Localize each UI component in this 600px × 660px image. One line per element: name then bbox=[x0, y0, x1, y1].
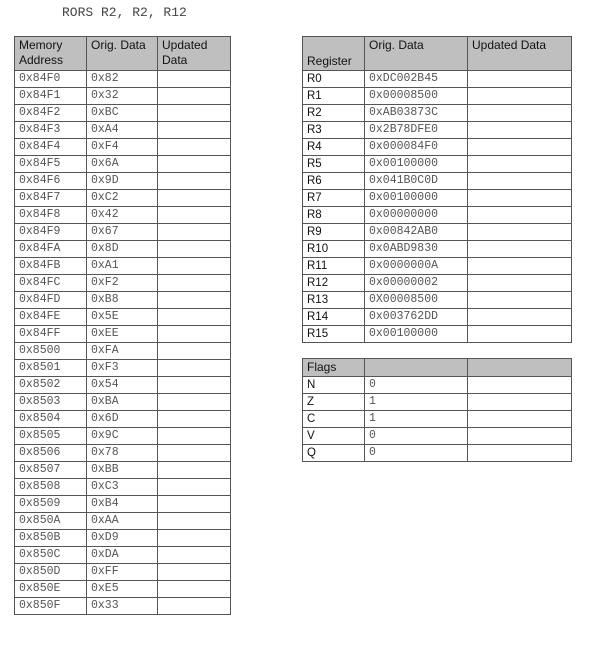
memory-orig-data-cell: 0x32 bbox=[87, 88, 158, 105]
memory-table bbox=[14, 36, 231, 615]
flag-orig-value-cell: 0 bbox=[365, 428, 468, 445]
register-orig-data-cell: 0x00000002 bbox=[365, 275, 468, 292]
register-orig-data-cell: 0x00100000 bbox=[365, 156, 468, 173]
register-orig-data-cell: 0x00000000 bbox=[365, 207, 468, 224]
memory-orig-data-cell: 0xC3 bbox=[87, 479, 158, 496]
flag-updated-value-cell bbox=[468, 428, 572, 445]
register-updated-data-cell bbox=[468, 139, 572, 156]
table-row bbox=[15, 513, 231, 530]
memory-updated-data-cell bbox=[158, 394, 231, 411]
table-row bbox=[15, 156, 231, 173]
memory-updated-data-cell bbox=[158, 139, 231, 156]
flag-name-cell: Q bbox=[303, 445, 365, 462]
table-row bbox=[15, 173, 231, 190]
memory-updated-data-cell bbox=[158, 258, 231, 275]
memory-address-cell: 0x84FE bbox=[15, 309, 87, 326]
memory-updated-data-cell bbox=[158, 156, 231, 173]
register-orig-data-cell: 0xAB03873C bbox=[365, 105, 468, 122]
memory-orig-data-cell: 0xFF bbox=[87, 564, 158, 581]
flags-table-body bbox=[303, 377, 572, 462]
flag-name-cell: V bbox=[303, 428, 365, 445]
table-row bbox=[303, 445, 572, 462]
memory-orig-data-header: Orig. Data bbox=[87, 37, 158, 71]
table-row bbox=[15, 292, 231, 309]
register-orig-data-header: Orig. Data bbox=[365, 37, 468, 71]
memory-address-cell: 0x8504 bbox=[15, 411, 87, 428]
flags-table bbox=[302, 358, 572, 462]
flag-name-cell: Z bbox=[303, 394, 365, 411]
instruction-text: RORS R2, R2, R12 bbox=[62, 5, 187, 20]
table-row bbox=[15, 598, 231, 615]
register-name-cell: R0 bbox=[303, 71, 365, 88]
memory-address-cell: 0x84F3 bbox=[15, 122, 87, 139]
flag-updated-value-cell bbox=[468, 411, 572, 428]
table-row bbox=[303, 173, 572, 190]
register-updated-data-cell bbox=[468, 309, 572, 326]
register-orig-data-cell: 0X00008500 bbox=[365, 292, 468, 309]
register-updated-data-cell bbox=[468, 207, 572, 224]
memory-address-cell: 0x8501 bbox=[15, 360, 87, 377]
memory-updated-data-cell bbox=[158, 411, 231, 428]
memory-orig-data-cell: 0x33 bbox=[87, 598, 158, 615]
table-row bbox=[15, 360, 231, 377]
table-row bbox=[303, 394, 572, 411]
register-table-header bbox=[303, 37, 572, 71]
memory-updated-data-cell bbox=[158, 122, 231, 139]
register-name-cell: R8 bbox=[303, 207, 365, 224]
table-row bbox=[15, 564, 231, 581]
memory-orig-data-cell: 0xEE bbox=[87, 326, 158, 343]
table-row bbox=[303, 156, 572, 173]
register-updated-data-cell bbox=[468, 224, 572, 241]
register-updated-data-cell bbox=[468, 122, 572, 139]
register-updated-data-cell bbox=[468, 173, 572, 190]
table-row bbox=[303, 88, 572, 105]
table-row bbox=[303, 105, 572, 122]
memory-updated-data-cell bbox=[158, 224, 231, 241]
memory-orig-data-cell: 0xBB bbox=[87, 462, 158, 479]
register-orig-data-cell: 0x000084F0 bbox=[365, 139, 468, 156]
memory-updated-data-cell bbox=[158, 207, 231, 224]
memory-address-cell: 0x84F8 bbox=[15, 207, 87, 224]
memory-address-cell: 0x84F5 bbox=[15, 156, 87, 173]
memory-address-cell: 0x8507 bbox=[15, 462, 87, 479]
table-row bbox=[15, 326, 231, 343]
register-updated-data-cell bbox=[468, 105, 572, 122]
register-updated-data-cell bbox=[468, 275, 572, 292]
table-row bbox=[15, 394, 231, 411]
memory-address-cell: 0x84FC bbox=[15, 275, 87, 292]
memory-orig-data-cell: 0xF3 bbox=[87, 360, 158, 377]
table-row bbox=[15, 139, 231, 156]
table-row bbox=[303, 428, 572, 445]
table-row bbox=[303, 241, 572, 258]
register-name-cell: R10 bbox=[303, 241, 365, 258]
register-updated-data-cell bbox=[468, 156, 572, 173]
memory-orig-data-cell: 0x6D bbox=[87, 411, 158, 428]
register-name-cell: R13 bbox=[303, 292, 365, 309]
memory-updated-data-cell bbox=[158, 292, 231, 309]
table-row bbox=[15, 377, 231, 394]
table-row bbox=[15, 428, 231, 445]
table-row bbox=[15, 581, 231, 598]
table-row bbox=[303, 292, 572, 309]
memory-updated-data-cell bbox=[158, 360, 231, 377]
memory-address-header: Memory Address bbox=[15, 37, 87, 71]
register-orig-data-cell: 0x041B0C0D bbox=[365, 173, 468, 190]
flag-orig-value-cell: 1 bbox=[365, 394, 468, 411]
flag-updated-value-cell bbox=[468, 394, 572, 411]
flag-orig-value-cell: 0 bbox=[365, 445, 468, 462]
table-row bbox=[303, 71, 572, 88]
memory-updated-data-cell bbox=[158, 496, 231, 513]
table-row bbox=[15, 88, 231, 105]
register-name-cell: R11 bbox=[303, 258, 365, 275]
register-updated-data-header: Updated Data bbox=[468, 37, 572, 71]
memory-address-cell: 0x850E bbox=[15, 581, 87, 598]
flag-orig-value-cell: 1 bbox=[365, 411, 468, 428]
memory-orig-data-cell: 0xBC bbox=[87, 105, 158, 122]
memory-updated-data-cell bbox=[158, 105, 231, 122]
register-orig-data-cell: 0x0000000A bbox=[365, 258, 468, 275]
memory-updated-data-cell bbox=[158, 479, 231, 496]
memory-orig-data-cell: 0x82 bbox=[87, 71, 158, 88]
memory-updated-data-header: Updated Data bbox=[158, 37, 231, 71]
register-name-cell: R5 bbox=[303, 156, 365, 173]
memory-orig-data-cell: 0x67 bbox=[87, 224, 158, 241]
table-row bbox=[303, 207, 572, 224]
register-updated-data-cell bbox=[468, 241, 572, 258]
flag-name-cell: N bbox=[303, 377, 365, 394]
memory-updated-data-cell bbox=[158, 513, 231, 530]
memory-orig-data-cell: 0xF2 bbox=[87, 275, 158, 292]
memory-orig-data-cell: 0xBA bbox=[87, 394, 158, 411]
memory-updated-data-cell bbox=[158, 581, 231, 598]
register-name-cell: R4 bbox=[303, 139, 365, 156]
memory-address-cell: 0x84F6 bbox=[15, 173, 87, 190]
memory-orig-data-cell: 0xDA bbox=[87, 547, 158, 564]
memory-table-body bbox=[15, 71, 231, 615]
memory-address-cell: 0x8509 bbox=[15, 496, 87, 513]
memory-address-cell: 0x84F0 bbox=[15, 71, 87, 88]
memory-updated-data-cell bbox=[158, 326, 231, 343]
table-row bbox=[15, 71, 231, 88]
memory-updated-data-cell bbox=[158, 462, 231, 479]
memory-address-cell: 0x8506 bbox=[15, 445, 87, 462]
register-updated-data-cell bbox=[468, 258, 572, 275]
memory-orig-data-cell: 0xC2 bbox=[87, 190, 158, 207]
register-table bbox=[302, 36, 572, 343]
table-row bbox=[15, 496, 231, 513]
memory-address-cell: 0x850C bbox=[15, 547, 87, 564]
memory-updated-data-cell bbox=[158, 190, 231, 207]
table-row bbox=[303, 224, 572, 241]
table-row bbox=[303, 190, 572, 207]
memory-address-cell: 0x8502 bbox=[15, 377, 87, 394]
table-row bbox=[303, 122, 572, 139]
table-row bbox=[303, 139, 572, 156]
table-row bbox=[303, 275, 572, 292]
register-updated-data-cell bbox=[468, 326, 572, 343]
memory-address-cell: 0x8508 bbox=[15, 479, 87, 496]
flag-updated-value-cell bbox=[468, 445, 572, 462]
memory-orig-data-cell: 0x6A bbox=[87, 156, 158, 173]
register-name-cell: R3 bbox=[303, 122, 365, 139]
memory-orig-data-cell: 0x8D bbox=[87, 241, 158, 258]
memory-address-cell: 0x850A bbox=[15, 513, 87, 530]
register-name-cell: R2 bbox=[303, 105, 365, 122]
register-name-cell: R1 bbox=[303, 88, 365, 105]
memory-orig-data-cell: 0x54 bbox=[87, 377, 158, 394]
memory-orig-data-cell: 0xAA bbox=[87, 513, 158, 530]
memory-orig-data-cell: 0xE5 bbox=[87, 581, 158, 598]
memory-updated-data-cell bbox=[158, 598, 231, 615]
table-row bbox=[15, 479, 231, 496]
memory-orig-data-cell: 0xB4 bbox=[87, 496, 158, 513]
register-name-cell: R15 bbox=[303, 326, 365, 343]
flags-table-header bbox=[303, 359, 572, 377]
register-name-cell: R14 bbox=[303, 309, 365, 326]
table-row bbox=[303, 326, 572, 343]
table-row bbox=[15, 190, 231, 207]
flags-header-blank bbox=[468, 359, 572, 377]
memory-address-cell: 0x850D bbox=[15, 564, 87, 581]
register-orig-data-cell: 0xDC002B45 bbox=[365, 71, 468, 88]
register-name-cell: R9 bbox=[303, 224, 365, 241]
register-orig-data-cell: 0x00008500 bbox=[365, 88, 468, 105]
memory-updated-data-cell bbox=[158, 377, 231, 394]
memory-orig-data-cell: 0xA1 bbox=[87, 258, 158, 275]
table-row bbox=[15, 122, 231, 139]
memory-address-cell: 0x8500 bbox=[15, 343, 87, 360]
table-row bbox=[303, 309, 572, 326]
register-header: Register bbox=[303, 37, 365, 71]
register-orig-data-cell: 0x00842AB0 bbox=[365, 224, 468, 241]
memory-address-cell: 0x84FB bbox=[15, 258, 87, 275]
register-name-cell: R7 bbox=[303, 190, 365, 207]
register-orig-data-cell: 0x00100000 bbox=[365, 190, 468, 207]
memory-updated-data-cell bbox=[158, 173, 231, 190]
memory-address-cell: 0x850F bbox=[15, 598, 87, 615]
memory-address-cell: 0x84FD bbox=[15, 292, 87, 309]
table-row bbox=[15, 275, 231, 292]
memory-orig-data-cell: 0x42 bbox=[87, 207, 158, 224]
table-row bbox=[15, 258, 231, 275]
memory-updated-data-cell bbox=[158, 428, 231, 445]
register-name-cell: R12 bbox=[303, 275, 365, 292]
memory-address-cell: 0x84F9 bbox=[15, 224, 87, 241]
register-updated-data-cell bbox=[468, 71, 572, 88]
register-updated-data-cell bbox=[468, 292, 572, 309]
table-row bbox=[15, 462, 231, 479]
register-name-cell: R6 bbox=[303, 173, 365, 190]
register-orig-data-cell: 0x0ABD9830 bbox=[365, 241, 468, 258]
memory-orig-data-cell: 0xF4 bbox=[87, 139, 158, 156]
memory-updated-data-cell bbox=[158, 71, 231, 88]
memory-updated-data-cell bbox=[158, 88, 231, 105]
memory-address-cell: 0x8503 bbox=[15, 394, 87, 411]
table-row bbox=[15, 241, 231, 258]
table-row bbox=[15, 445, 231, 462]
memory-updated-data-cell bbox=[158, 309, 231, 326]
table-row bbox=[15, 343, 231, 360]
memory-orig-data-cell: 0xA4 bbox=[87, 122, 158, 139]
memory-address-cell: 0x8505 bbox=[15, 428, 87, 445]
table-row bbox=[303, 411, 572, 428]
memory-updated-data-cell bbox=[158, 564, 231, 581]
flags-header-blank bbox=[365, 359, 468, 377]
register-updated-data-cell bbox=[468, 190, 572, 207]
memory-updated-data-cell bbox=[158, 241, 231, 258]
memory-address-cell: 0x84F4 bbox=[15, 139, 87, 156]
memory-orig-data-cell: 0x9C bbox=[87, 428, 158, 445]
flags-header: Flags bbox=[303, 359, 365, 377]
table-row bbox=[15, 309, 231, 326]
memory-address-cell: 0x84F1 bbox=[15, 88, 87, 105]
register-table-body bbox=[303, 71, 572, 343]
table-row bbox=[15, 530, 231, 547]
memory-orig-data-cell: 0xB8 bbox=[87, 292, 158, 309]
table-row bbox=[15, 105, 231, 122]
table-row bbox=[15, 224, 231, 241]
memory-address-cell: 0x84FA bbox=[15, 241, 87, 258]
flag-name-cell: C bbox=[303, 411, 365, 428]
register-orig-data-cell: 0x00100000 bbox=[365, 326, 468, 343]
register-orig-data-cell: 0x003762DD bbox=[365, 309, 468, 326]
memory-table-header bbox=[15, 37, 231, 71]
register-updated-data-cell bbox=[468, 88, 572, 105]
memory-address-cell: 0x84F2 bbox=[15, 105, 87, 122]
memory-address-cell: 0x850B bbox=[15, 530, 87, 547]
table-row bbox=[303, 377, 572, 394]
memory-orig-data-cell: 0x5E bbox=[87, 309, 158, 326]
memory-orig-data-cell: 0x78 bbox=[87, 445, 158, 462]
memory-orig-data-cell: 0xFA bbox=[87, 343, 158, 360]
memory-updated-data-cell bbox=[158, 530, 231, 547]
memory-orig-data-cell: 0xD9 bbox=[87, 530, 158, 547]
memory-updated-data-cell bbox=[158, 547, 231, 564]
table-row bbox=[15, 207, 231, 224]
memory-updated-data-cell bbox=[158, 343, 231, 360]
memory-address-cell: 0x84F7 bbox=[15, 190, 87, 207]
table-row bbox=[15, 411, 231, 428]
memory-orig-data-cell: 0x9D bbox=[87, 173, 158, 190]
flag-updated-value-cell bbox=[468, 377, 572, 394]
table-row bbox=[303, 258, 572, 275]
memory-updated-data-cell bbox=[158, 445, 231, 462]
memory-updated-data-cell bbox=[158, 275, 231, 292]
flag-orig-value-cell: 0 bbox=[365, 377, 468, 394]
memory-address-cell: 0x84FF bbox=[15, 326, 87, 343]
table-row bbox=[15, 547, 231, 564]
register-orig-data-cell: 0x2B78DFE0 bbox=[365, 122, 468, 139]
